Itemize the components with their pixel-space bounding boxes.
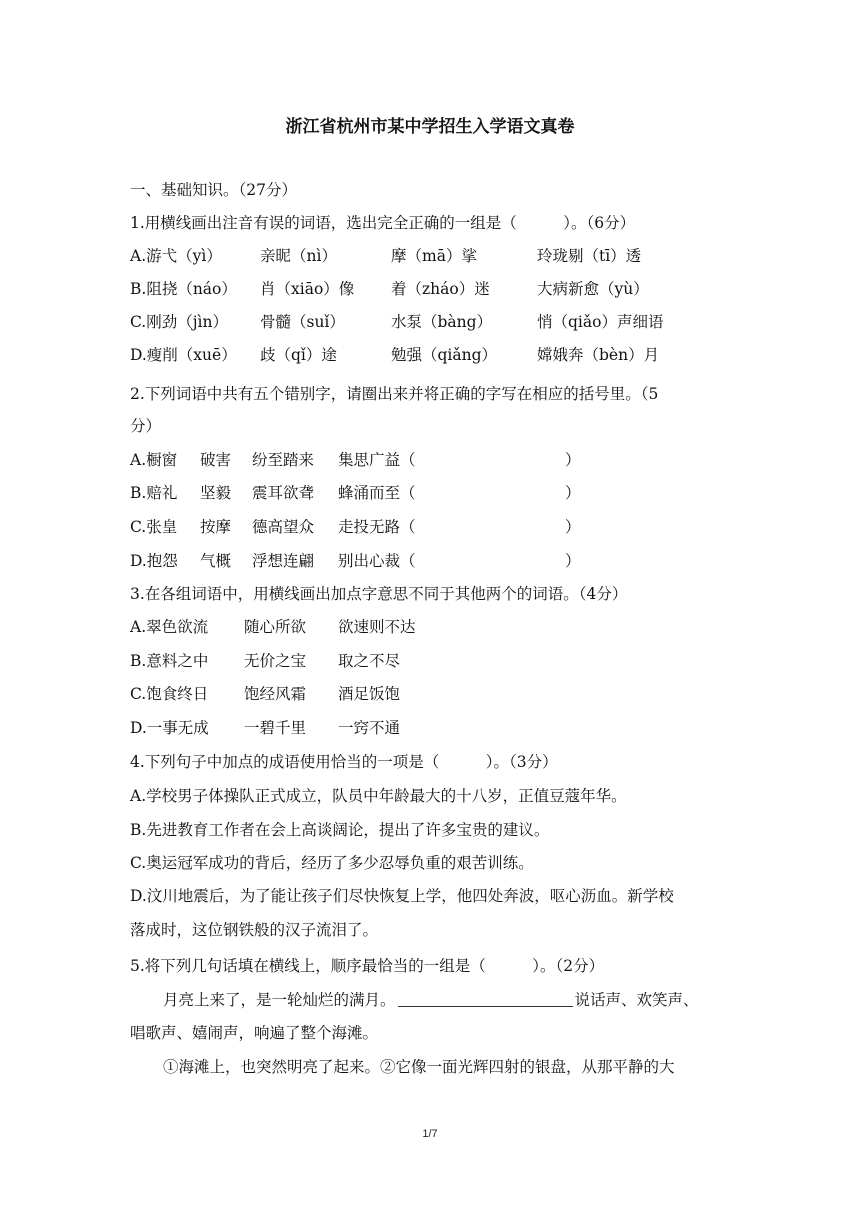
q2-option-b-4: 蜂涌而至（: [338, 484, 416, 502]
q2-option-b-1: B.赔礼: [130, 484, 178, 502]
question-5-stem: 5.将下列几句话填在横线上，顺序最恰当的一组是（ ）。（2分）: [130, 957, 605, 975]
q4-option-c: C.奥运冠军成功的背后，经历了多少忍辱负重的艰苦训练。: [130, 854, 534, 872]
q4-option-d-cont: 落成时，这位钢铁般的汉子流泪了。: [130, 921, 379, 939]
q1-option-b-3: 着（zháo）迷: [391, 280, 490, 298]
question-1-stem: 1.用横线画出注音有误的词语，选出完全正确的一组是（ ）。（6分）: [130, 214, 636, 232]
q4-option-a: A.学校男子体操队正式成立，队员中年龄最大的十八岁，正值豆蔻年华。: [130, 787, 627, 805]
q1-option-a-1: A.游弋（yì）: [130, 247, 222, 265]
q2-option-b-3: 震耳欲聋: [252, 484, 315, 502]
q2-option-a-1: A.橱窗: [130, 451, 178, 469]
q3-option-a-1: A.翠色欲流: [130, 618, 209, 636]
q1-option-b-2: 肖（xiāo）像: [260, 280, 355, 298]
question-2-stem-cont: 分）: [130, 417, 162, 435]
q3-option-c-1: C.饱食终日: [130, 685, 209, 703]
q1-option-b-1: B.阻挠（náo）: [130, 280, 237, 298]
q3-option-b-3: 取之不尽: [338, 652, 401, 670]
question-4-stem: 4.下列句子中加点的成语使用恰当的一项是（ ）。（3分）: [130, 753, 558, 771]
q3-option-b-1: B.意料之中: [130, 652, 209, 670]
q1-option-a-2: 亲昵（nì）: [260, 247, 337, 265]
q2-option-a-4: 集思广益（: [338, 451, 416, 469]
q3-option-c-3: 酒足饭饱: [338, 685, 401, 703]
q2-option-d-3: 浮想连翩: [252, 552, 315, 570]
q1-option-a-4: 玲珑剔（tī）透: [537, 247, 642, 265]
page-number: 1/7: [422, 1128, 438, 1140]
q2-option-c-1: C.张皇: [130, 518, 178, 536]
q1-option-d-1: D.瘦削（xuē）: [130, 346, 237, 364]
q2-option-c-3: 德高望众: [252, 518, 315, 536]
q2-option-d-4: 别出心裁（: [338, 552, 416, 570]
q5-passage-line-2: 唱歌声、嬉闹声，响遍了整个海滩。: [130, 1024, 379, 1042]
q5-passage-text-2: 说话声、欢笑声、: [574, 991, 699, 1009]
q2-option-a-close: ）: [565, 451, 581, 469]
q1-option-d-3: 勉强（qiǎng）: [391, 346, 498, 364]
q2-option-a-2: 破害: [200, 451, 232, 469]
q1-option-d-4: 嫦娥奔（bèn）月: [537, 346, 660, 364]
q2-option-b-2: 坚毅: [200, 484, 232, 502]
q3-option-b-2: 无价之宝: [244, 652, 307, 670]
q5-answer-blank[interactable]: [398, 990, 573, 1007]
q5-passage-line-1: [163, 990, 699, 1010]
q1-option-a-3: 摩（mā）挲: [391, 247, 477, 265]
q3-option-d-3: 一窍不通: [338, 719, 401, 737]
q5-sentences: ①海滩上，也突然明亮了起来。②它像一面光辉四射的银盘，从那平静的大: [163, 1058, 675, 1076]
q2-option-d-2: 气概: [200, 552, 232, 570]
q3-option-d-2: 一碧千里: [244, 719, 307, 737]
question-3-stem: 3.在各组词语中，用横线画出加点字意思不同于其他两个的词语。（4分）: [130, 585, 628, 603]
q4-option-b: B.先进教育工作者在会上高谈阔论，提出了许多宝贵的建议。: [130, 821, 550, 839]
q1-option-b-4: 大病新愈（yù）: [537, 280, 649, 298]
q2-option-b-close: ）: [565, 484, 581, 502]
q5-passage-text-1: 月亮上来了，是一轮灿烂的满月。: [163, 991, 396, 1009]
q3-option-a-3: 欲速则不达: [338, 618, 416, 636]
q1-option-d-2: 歧（qǐ）途: [260, 346, 337, 364]
section-heading: 一、基础知识。（27分）: [130, 181, 297, 199]
q3-option-d-1: D.一事无成: [130, 719, 209, 737]
page-title: 浙江省杭州市某中学招生入学语文真卷: [285, 117, 575, 137]
q2-option-a-3: 纷至踏来: [252, 451, 315, 469]
q3-option-a-2: 随心所欲: [244, 618, 307, 636]
q1-option-c-4: 悄（qiǎo）声细语: [537, 313, 664, 331]
q1-option-c-3: 水泵（bàng）: [391, 313, 493, 331]
q2-option-c-close: ）: [565, 518, 581, 536]
q4-option-d: D.汶川地震后，为了能让孩子们尽快恢复上学，他四处奔波，呕心沥血。新学校: [130, 887, 674, 905]
q1-option-c-1: C.刚劲（jìn）: [130, 313, 228, 331]
question-2-stem: 2.下列词语中共有五个错别字，请圈出来并将正确的字写在相应的括号里。（5: [130, 385, 659, 403]
q3-option-c-2: 饱经风霜: [244, 685, 307, 703]
q2-option-c-2: 按摩: [200, 518, 232, 536]
q2-option-c-4: 走投无路（: [338, 518, 416, 536]
q2-option-d-1: D.抱怨: [130, 552, 178, 570]
q2-option-d-close: ）: [565, 552, 581, 570]
q1-option-c-2: 骨髓（suǐ）: [260, 313, 345, 331]
